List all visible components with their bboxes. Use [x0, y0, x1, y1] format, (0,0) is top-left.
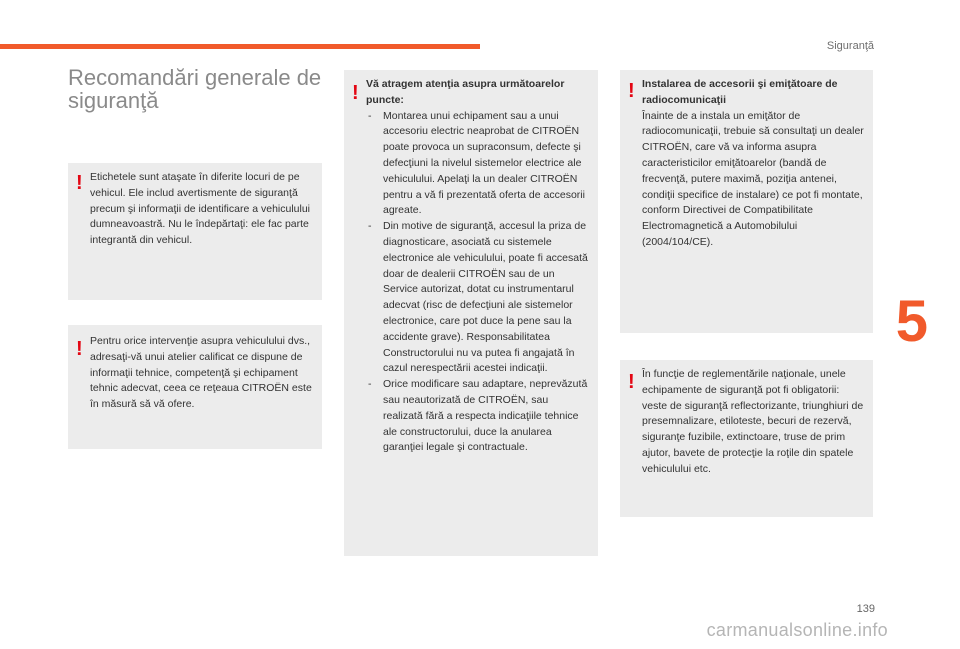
warning-text: Etichetele sunt ataşate în diferite locuri de pe vehicul. Ele includ avertismente de siguranţă precum şi informaţii de identificare a vehiculului dumneavoastră. Nu le îndepărtaţi: ele fac parte integrantă din vehicul.: [90, 171, 311, 247]
list-item: - Montarea unui echipament sau a unui accesoriu electric neaprobat de CITROËN poate provoca un supraconsum, defecte şi defecţiuni la nivelul sistemelor electrice ale vehiculului. Apelaţi la un dealer CITROËN pentru a vă fi prezentată oferta de accesorii agreate.: [366, 109, 590, 220]
chapter-number: 5: [895, 289, 928, 354]
section-title: Siguranţă: [826, 40, 874, 52]
page-number: 139: [856, 603, 875, 615]
exclamation-warning-icon: !: [76, 172, 83, 194]
page-title: Recomandări generale de siguranţă: [68, 65, 322, 113]
exclamation-warning-icon: !: [76, 338, 83, 360]
warning-box-accessories: [620, 70, 873, 333]
exclamation-warning-icon: !: [628, 80, 635, 102]
exclamation-warning-icon: !: [352, 82, 359, 104]
warning-heading: Vă atragem atenţia asupra următoarelor puncte:: [366, 78, 565, 106]
warning-list: [366, 109, 590, 457]
list-item: - Din motive de siguranţă, accesul la priza de diagnosticare, asociată cu sistemele electronice ale vehiculului, poate fi accesată doar de dealerii CITROËN sau de un Service autorizat, dotat cu instrumentarul adecvat (risc de defecţiuni ale sistemelor electronice, care pot duce la pene sau la accidente grave). Responsabilitatea Constructorului nu va putea fi angajată în cazul nerespectării acestei indicaţii.: [366, 219, 590, 377]
warning-text: În funcţie de reglementările naţionale, unele echipamente de siguranţă pot fi obligatorii: veste de siguranţă reflectorizante, triunghiuri de presemnalizare, etiloteste, becuri de rezervă, siguranţe fuzibile, extinctoare, truse de prim ajutor, bavete de protecţie la roţile din spatele vehiculului etc.: [642, 368, 864, 475]
exclamation-warning-icon: !: [628, 371, 635, 393]
warning-box-service: [68, 325, 322, 449]
warning-heading: Instalarea de accesorii şi emiţătoare de radiocomunicaţii: [642, 78, 838, 106]
warning-text: Pentru orice intervenţie asupra vehiculului dvs., adresaţi-vă unui atelier calificat ce dispune de informaţii tehnice, competenţă şi echipament tehnic adecvat, ceea ce reţeaua CITROËN este în măsură să vă ofere.: [90, 335, 312, 411]
warning-text: Înainte de a instala un emiţător de radiocomunicaţii, trebuie să consultaţi un dealer CITROËN, care vă va informa asupra caracteristicilor emiţătoarelor (bandă de frecvenţă, putere maximă, poziţia antenei, condiţii specifice de instalare) ce pot fi montate, conform Directivei de Compatibilitate Electromagnetică a Automobilului (2004/104/CE).: [642, 109, 864, 248]
list-item: - Orice modificare sau adaptare, neprevăzută sau neautorizată de CITROËN, sau realizată fără a respecta indicaţiile tehnice ale constructorului, duce la anularea garanţiei legale şi contractuale.: [366, 377, 590, 456]
watermark: carmanualsonline.info: [706, 620, 888, 640]
warning-box-regulations: [620, 360, 873, 517]
warning-box-attention: [344, 70, 598, 556]
warning-box-labels: [68, 163, 322, 300]
top-accent-bar: [0, 44, 480, 49]
